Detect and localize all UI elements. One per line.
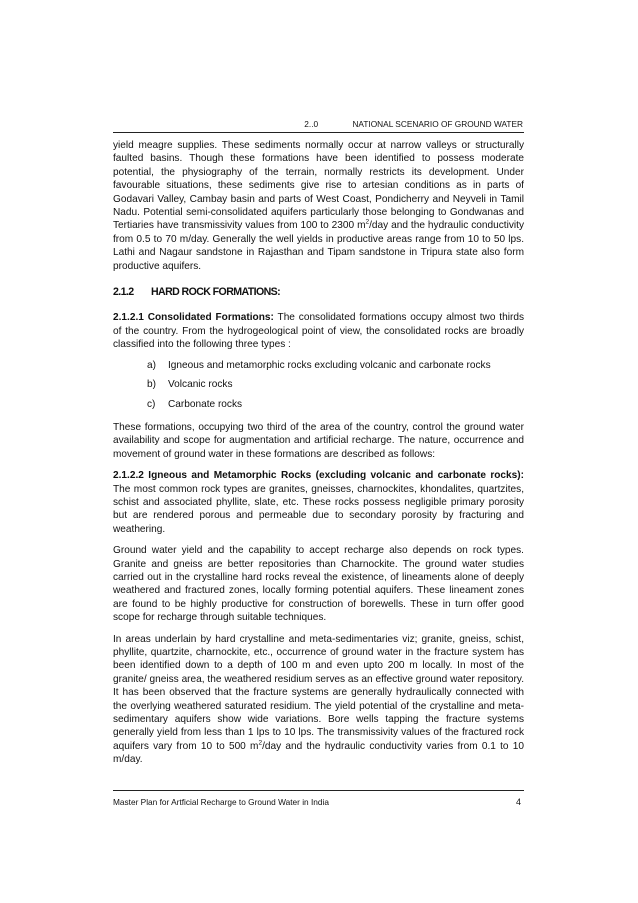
paragraph-formations: These formations, occupying two third of the area of the country, control the ground water availability and scope for augmentation and artificial recharge. The nature, occurrence and movement of ground water in these formations are described as follows: <box>113 421 524 460</box>
section-heading <box>113 286 524 299</box>
subsection-lead: 2.1.2.1 Consolidated Formations: <box>113 312 274 324</box>
footer-title: Master Plan for Artficial Recharge to Ground Water in India <box>113 797 329 807</box>
running-header <box>113 119 523 129</box>
section-heading-number: 2.1.2 <box>113 286 134 299</box>
paragraph-consolidated: 2.1.2.1 Consolidated Formations: The consolidated formations occupy almost two thirds of the country. From the hydrogeological point of view, the consolidated rocks are broadly classified into the following three types : <box>113 312 524 351</box>
paragraph-intro: yield meagre supplies. These sediments normally occur at narrow valleys or structurally faulted basins. Though these formations have been identified to possess moderate potential, the physiography of the terrain, normally restricts its development. Under favourable situations, these sediments give rise to artesian conditions as in parts of Godavari Valley, Cambay basin and parts of West Coast, Pondicherry and Neyveli in Tamil Nadu. Potential semi-consolidated aquifers particularly those belonging to Gondwanas and Tertiaries have transmissivity values from 100 to 2300 $m^2$/day and the hydraulic conductivity from 0.5 to 70 m/day. Generally the well yields in productive areas range from 10 to 50 lps. Lathi and Nagaur sandstone in Rajasthan and Tipam sandstone in Tripura state also form productive aquifers. <box>113 140 524 272</box>
body-text <box>113 139 524 775</box>
page-number: 4 <box>515 797 521 807</box>
header-divider <box>113 132 524 133</box>
page-footer <box>113 797 524 807</box>
list-item: b) Volcanic rocks <box>147 379 233 391</box>
paragraph-areas: In areas underlain by hard crystalline and meta-sedimentaries viz; granite, gneiss, schist, phyllite, quartzite, charnockite, etc., occurrence of ground water in the fracture system has been identified down to a depth of 100 m and even upto 200 m locally. In most of the granite/ gneiss area, the weathered residium serves as an effective ground water repository. It has been observed that the fracture systems are generally hydraulically connected with the overlying weathered saturated residium. The yield potential of the crystalline and meta-sedimentary aquifers show wide variations. Bore wells tapping the fracture systems generally yield from less than 1 lps to 10 lps. The transmissivity values of the fractured rock aquifers vary from 10 to 500 $m^2$/day and the hydraulic conductivity varies from 0.1 to 10 m/day. <box>113 633 524 766</box>
paragraph-igneous: 2.1.2.2 Igneous and Metamorphic Rocks (excluding volcanic and carbonate rocks): The most common rock types are granites, gneisses, charnockites, khondalites, quartzites, schist and associated phyllite, slate, etc. These rocks possess negligible primary porosity but are rendered porous and permeable due to secondary porosity by fracturing and weathering. <box>113 470 524 535</box>
section-heading-title: HARD ROCK FORMATIONS: <box>151 286 281 299</box>
footer-divider <box>113 790 524 791</box>
subsection-lead: 2.1.2.2 Igneous and Metamorphic Rocks (excluding volcanic and carbonate rocks): <box>113 470 524 482</box>
list-item: a) Igneous and metamorphic rocks excluding volcanic and carbonate rocks <box>147 359 491 371</box>
paragraph-yield: Ground water yield and the capability to accept recharge also depends on rock types. Granite and gneiss are better repositories than Charnockite. The ground water studies carried out in the crystalline hard rocks reveal the existence, of lineaments alone of deeply weathered and fractured zones, locally forming potential aquifers. These lineament zones are found to be highly productive for construction of borewells. These in turn offer good scope for recharge through suitable techniques. <box>113 545 524 624</box>
rock-types-list <box>113 359 524 411</box>
header-title: NATIONAL SCENARIO OF GROUND WATER <box>352 119 523 129</box>
header-section-number: 2..0 <box>304 119 319 129</box>
list-item: c) Carbonate rocks <box>147 398 243 410</box>
